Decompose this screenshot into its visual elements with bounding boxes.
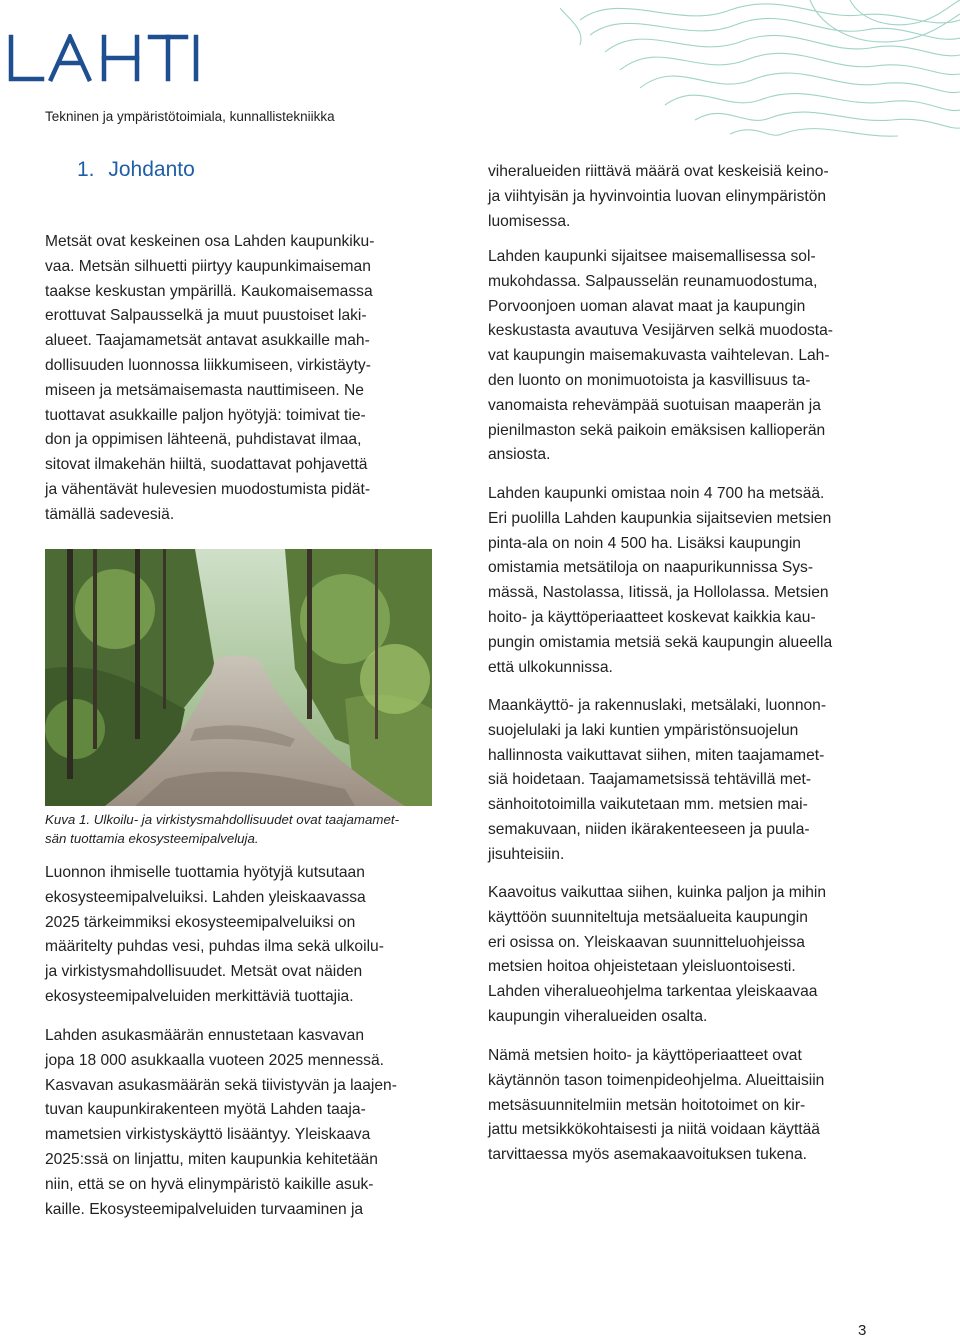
zoning-paragraph — [488, 881, 870, 1030]
text-line: pienilmaston sekä paikoin emäksisen kallioperän — [488, 421, 826, 439]
text-line: don ja oppimisen lähteenä, puhdistavat ilmaa, — [45, 431, 362, 449]
text-line: tuottavat asukkaille paljon hyötyjä: toimivat tie- — [45, 406, 366, 424]
text-line: Lahden kaupunki sijaitsee maisemallisessa sol- — [488, 248, 816, 265]
text-line: suojelulaki ja laki kuntien ympäristönsuojelun — [488, 721, 799, 739]
text-line: sänhoitotoimilla vaikutetaan mm. metsien mai- — [488, 796, 808, 814]
text-line: määritelty puhdas vesi, puhdas ilma sekä ulkoilu- — [45, 938, 384, 956]
text-line: ekosysteemipalveluiksi. Lahden yleiskaavassa — [45, 888, 366, 906]
text-line: tuvan kaupunkirakenteen myötä Lahden taaja- — [45, 1101, 366, 1119]
text-line: ekosysteemipalveluiden merkittäviä tuottajia. — [45, 987, 354, 1005]
text-line: miseen ja metsämaisemasta nauttimiseen. Ne — [45, 381, 364, 399]
population-paragraph — [45, 1024, 430, 1222]
text-line: jattu metsikkökohtaisesti ja niitä voidaan käyttää — [488, 1121, 820, 1139]
text-line: luomisessa. — [488, 212, 571, 230]
department-line: Tekninen ja ympäristötoimiala, kunnallistekniikka — [45, 109, 335, 124]
text-line: hallinnosta vaikuttavat siihen, miten taajamamet- — [488, 746, 825, 764]
text-line: vat kaupungin maisemakuvasta vaihtelevan. Lah- — [488, 347, 830, 365]
text-line: Kasvavan asukasmäärän sekä tiivistyvän ja laajen- — [45, 1076, 397, 1094]
text-line: Lahden kaupunki omistaa noin 4 700 ha metsää. — [488, 485, 825, 502]
text-line: alueet. Taajamametsät antavat asukkaille mah- — [45, 332, 370, 350]
text-line: kaille. Ekosysteemipalveluiden turvaaminen ja — [45, 1200, 364, 1218]
page-number: 3 — [858, 1322, 867, 1339]
text-line: käyttöön suunniteltuja metsäalueita kaupungin — [488, 908, 808, 926]
text-line: käytännön tason toimenpideohjelma. Alueittaisiin — [488, 1071, 825, 1089]
text-line: Metsät ovat keskeinen osa Lahden kaupunkiku- — [45, 233, 375, 250]
text-line: pinta-ala on noin 4 500 ha. Lisäksi kaupungin — [488, 534, 801, 552]
text-line: keskustasta avautuva Vesijärven selkä muodosta- — [488, 322, 833, 340]
text-line: Nämä metsien hoito- ja käyttöperiaatteet ovat — [488, 1047, 802, 1064]
text-line: mukohdassa. Salpausselän reunamuodostuma, — [488, 272, 818, 290]
text-line: kaupungin viheralueiden osalta. — [488, 1007, 708, 1025]
text-line: mametsien virkistyskäyttö lisääntyy. Yleiskaava — [45, 1126, 371, 1144]
lahti-logo — [6, 34, 201, 84]
text-line: Maankäyttö- ja rakennuslaki, metsälaki, luonnon- — [488, 697, 827, 714]
text-line: den luonto on monimuotoista ja kasvillisuus ta- — [488, 371, 811, 389]
text-line: jisuhteisiin. — [488, 845, 565, 863]
text-line: semakuvaan, niiden ikärakenteeseen ja puula- — [488, 820, 810, 838]
text-line: jopa 18 000 asukkaalla vuoteen 2025 mennessä. — [45, 1051, 384, 1069]
text-line: tarvittaessa myös asemakaavoituksen tukena. — [488, 1146, 807, 1164]
text-line: Eri puolilla Lahden kaupunkia sijaitsevien metsien — [488, 509, 832, 527]
text-line: erottuvat Salpausselkä ja muut puustoiset laki- — [45, 307, 367, 325]
caption-line: Kuva 1. Ulkoilu- ja virkistysmahdollisuudet ovat taajamamet- — [45, 812, 399, 827]
text-line: Kaavoitus vaikuttaa siihen, kuinka paljon ja mihin — [488, 884, 827, 901]
text-line: vanomaista rehevämpää suotuisan maaperän ja — [488, 396, 821, 414]
text-line: Lahden asukasmäärän ennustetaan kasvavan — [45, 1027, 365, 1044]
text-line: metsien hoitoa ohjeistetaan yleisluontoisesti. — [488, 958, 796, 976]
caption-line: sän tuottamia ekosysteemipalveluja. — [45, 831, 259, 846]
landscape-paragraph — [488, 245, 870, 468]
text-line: sitovat ilmakehän hiiltä, suodattavat pohjavettä — [45, 456, 368, 474]
text-line: siä hoidetaan. Taajamametsissä tehtävillä met- — [488, 771, 812, 789]
text-line: metsäsuunnitelmiin metsän hoitotoimet on kir- — [488, 1096, 806, 1114]
text-line: pungin omistamia metsiä sekä kaupungin alueella — [488, 633, 833, 651]
section-heading — [77, 158, 195, 182]
text-line: että ulkokunnissa. — [488, 658, 613, 676]
ecosystem-paragraph — [45, 861, 430, 1010]
text-line: omistamia metsätiloja on naapurikunnissa Sys- — [488, 559, 814, 577]
intro-paragraph — [45, 230, 430, 528]
law-paragraph — [488, 694, 870, 868]
text-line: mässä, Nastolassa, Iitissä, ja Hollolassa. Metsien — [488, 584, 829, 602]
text-line: tämällä sadevesiä. — [45, 505, 175, 523]
text-line: 2025:ssä on linjattu, miten kaupunkia kehitetään — [45, 1150, 378, 1168]
contour-lines-decoration — [560, 0, 960, 145]
text-line: hoito- ja käyttöperiaatteet koskevat kaikkia kau- — [488, 608, 816, 626]
text-line: dollisuuden luonnossa liikkumiseen, virkistäyty- — [45, 356, 371, 374]
continuation-paragraph — [488, 160, 870, 234]
text-line: taakse keskustan ympärillä. Kaukomaisemassa — [45, 282, 373, 300]
text-line: ja virkistysmahdollisuudet. Metsät ovat näiden — [45, 963, 363, 981]
text-line: Lahden viheralueohjelma tarkentaa yleiskaavaa — [488, 983, 818, 1001]
text-line: Porvoonjoen uoman alavat maat ja kaupungin — [488, 297, 806, 315]
text-line: viheralueiden riittävä määrä ovat keskeisiä keino- — [488, 163, 829, 180]
text-line: Luonnon ihmiselle tuottamia hyötyjä kutsutaan — [45, 864, 365, 881]
text-line: ja vähentävät hulevesien muodostumista pidät- — [45, 480, 371, 498]
section-title: Johdanto — [108, 158, 195, 181]
text-line: niin, että se on hyvä elinympäristö kaikille asuk- — [45, 1175, 374, 1193]
text-line: ansiosta. — [488, 446, 551, 464]
text-line: eri osissa on. Yleiskaavan suunnitteluohjeissa — [488, 933, 805, 951]
figure-caption — [45, 810, 430, 848]
forest-path-photo — [45, 549, 432, 806]
text-line: ja viihtyisän ja hyvinvointia luovan elinympäristön — [488, 187, 827, 205]
ownership-paragraph — [488, 482, 870, 680]
text-line: vaa. Metsän silhuetti piirtyy kaupunkimaiseman — [45, 257, 371, 275]
closing-paragraph — [488, 1044, 870, 1168]
text-line: 2025 tärkeimmiksi ekosysteemipalveluiksi on — [45, 913, 356, 931]
section-number: 1. — [77, 158, 95, 181]
